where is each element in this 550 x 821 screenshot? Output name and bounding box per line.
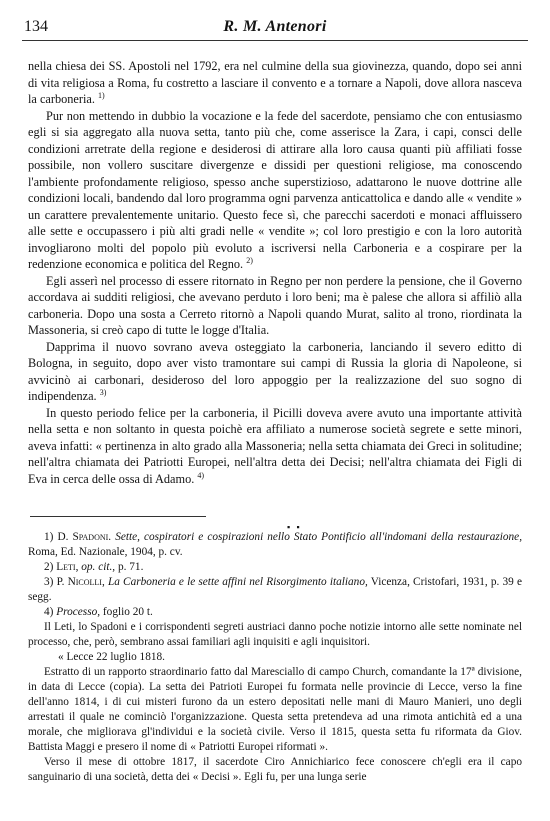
footnote-ref[interactable]: 4) [197,470,205,480]
quote-date: « Lecce 22 luglio 1818. [58,651,165,663]
print-marks: ▪ ▪ [287,522,302,532]
footnote-1: 1) D. Spadoni. Sette, cospiratori e cospirazioni nello Stato Pontificio all'indomani della restaurazione, Roma, Ed. Nazionale, 1904, p. cv. [28,531,523,558]
footnote-ref[interactable]: 3) [99,387,107,397]
page-number: 134 [24,18,48,35]
main-text [28,58,522,487]
footnote-paragraph-leti: Il Leti, lo Spadoni e i corrispondenti segreti austriaci danno poche notizie intorno alle sette nominate nel processo, che, però, sembrano assai familiari agli inquisiti e agli inquisitori. [28,621,522,648]
paragraph-1: nella chiesa dei SS. Apostoli nel 1792, era nel culmine della sua giovinezza, quando, dopo sei anni di vita religiosa a Roma, fu costretto a lasciare il convento e a tornare a Napoli, dove allora nasceva la carboneria. $^{1)}$ [28,59,522,106]
paragraph-2: Pur non mettendo in dubbio la vocazione e la fede del sacerdote, pensiamo che con entusiasmo egli si sia aggregato alla nuova setta, tanto più che, come asserisce la Zara, i capi, consci delle condizioni arretrate della regione e desiderosi di attirare alla loro causa quanti più affiliati fosse possibile, non vollero suscitare divergenze e dissidi per questioni religiose, ma conoscendo l'ambiente profondamente religioso, spesso anche superstizioso, adattarono le nuove dottrine alle condizioni locali, bandendo dal loro programma ogni parvenza anticattolica e dando alle « vendite » un carattere prevalentemente unitario. Questo fece sì, che parecchi sacerdoti e monaci affluissero alle sette e occupassero i più alti gradi nelle « vendite »; col loro prestigio e con la loro autorità invogliarono molti del popolo più evoluto a iscriversi nella Carboneria e a cospirare per la redenzione economica e politica del Regno. $^{2)}$ [28,108,522,271]
paragraph-5: In questo periodo felice per la carboneria, il Picilli doveva avere avuto una importante attività nella setta e non soltanto in questa poichè era affiliato a numerose società segrete e sette minori, aveva infatti: « pertinenza in alto grado alla Massoneria; nella setta chiamata dei Greci in solitudine; nell'altra chiamata dei Patriotti Europei, nell'altra detta dei Decisi; nell'altra chiamata dei Figli di Eva in cerca delle ossa di Adamo. $^{4)}$ [28,405,522,486]
quote-verso: Verso il mese di ottobre 1817, il sacerdote Ciro Annichiarico fece conoscere ch'egli era il capo sanguinario di una società, detta dei « Decisi ». Egli fu, per una lunga serie [28,756,522,783]
page-header [22,18,528,41]
paragraph-4: Dapprima il nuovo sovrano aveva osteggiato la carboneria, lanciando il severo editto di Bologna, in seguito, dopo aver visto tramontare sui campi di Russia la gloria di Napoleone, si avvicinò ai carbonari, desideroso del loro appoggio per la realizzazione del suo sogno di indipendenza. $^{3)}$ [28,339,522,403]
footnote-3: 3) P. Nicolli, La Carboneria e le sette affini nel Risorgimento italiano, Vicenza, Cristofari, 1931, p. 39 e segg. [28,576,522,603]
footnote-ref[interactable]: 1) [98,90,105,100]
footnote-2: 2) Leti, op. cit., p. 71. [44,561,144,573]
footnotes [28,530,522,785]
footnote-separator [30,516,206,517]
footnote-ref[interactable]: 2) [246,255,253,265]
quote-estratto: Estratto di un rapporto straordinario fatto dal Maresciallo di campo Church, comandante la 17ª divisione, in data di Lecce (copia). La setta dei Patrioti Europei fu formata nelle provincie di Lecce, verso la fine dell'anno 1814, i di cui misteri furono da un estero depositati nelle mani di Mauro Manieri, uno degli arrestati il quale ne cominciò l'organizzazione. Questa setta pretendeva ad una rimota antichità ed a una morale, che migliorava gl'individui e la società civile. Verso il 1815, questa setta fu riformata da Giov. Battista Maggi e presero il nome di « Patriotti Europei riformati ». [28,666,522,753]
footnote-4: 4) Processo, foglio 20 t. [44,606,153,618]
paragraph-3: Egli asserì nel processo di essere ritornato in Regno per non perdere la pensione, che il Governo accordava ai sudditi religiosi, che avevano perduto i loro beni; ma è palese che allora si affiliò alla carboneria. Dopo una sosta a Cerreto ritornò a Napoli quando Murat, salito al trono, riordinata la Massoneria, si creò capo di tutte le logge d'Italia. [28,273,522,337]
running-head: R. M. Antenori [223,18,327,35]
